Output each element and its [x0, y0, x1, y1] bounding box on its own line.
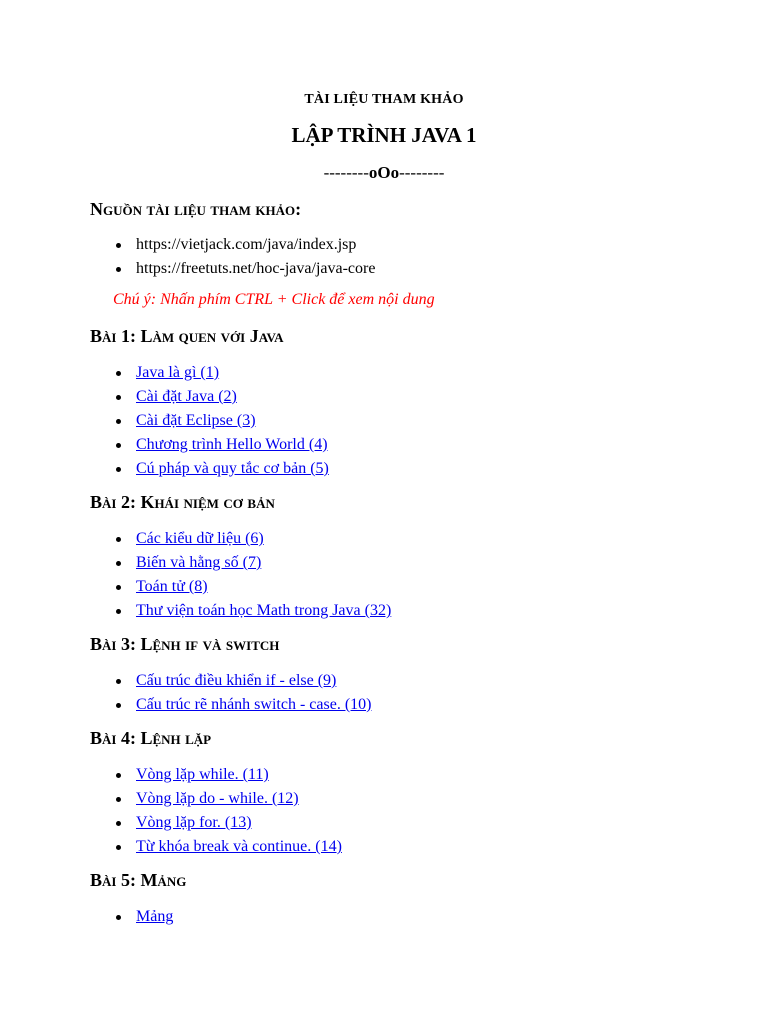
lesson-1-heading: Bài 1: Làm quen với Java [90, 326, 284, 346]
divider-ornament: oOo [368, 163, 400, 182]
lesson-link[interactable]: Vòng lặp while. (11) [136, 766, 269, 783]
lesson-link[interactable]: Biến và hằng số (7) [136, 554, 262, 571]
source-url: https://vietjack.com/java/index.jsp [136, 236, 357, 253]
lesson-link[interactable]: Cài đặt Java (2) [136, 388, 237, 405]
doc-title: LẬP TRÌNH JAVA 1 [291, 123, 477, 147]
lesson-link[interactable]: Vòng lặp for. (13) [136, 814, 252, 831]
list-item [90, 835, 342, 859]
lesson-link[interactable]: Cấu trúc điều khiển if - else (9) [136, 672, 337, 689]
doc-divider [0, 163, 768, 183]
list-item [90, 763, 342, 787]
lesson-4-heading: Bài 4: Lệnh lặp [90, 728, 212, 748]
lesson-link[interactable]: Chương trình Hello World (4) [136, 436, 328, 453]
list-item [90, 433, 329, 457]
doc-kicker: TÀI LIỆU THAM KHẢO [304, 92, 464, 107]
lesson-link[interactable]: Cú pháp và quy tắc cơ bản (5) [136, 460, 329, 477]
lesson-3-list [90, 669, 371, 717]
list-item [90, 787, 342, 811]
lesson-link[interactable]: Các kiểu dữ liệu (6) [136, 530, 264, 547]
source-url: https://freetuts.net/hoc-java/java-core [136, 260, 376, 277]
list-item [90, 905, 173, 929]
lesson-link[interactable]: Cài đặt Eclipse (3) [136, 412, 256, 429]
list-item [90, 385, 329, 409]
lesson-link[interactable]: Java là gì (1) [136, 364, 220, 381]
divider-left: -------- [323, 163, 369, 182]
list-item [90, 599, 391, 623]
sources-heading: Nguồn tài liệu tham khảo: [90, 199, 302, 219]
divider-right: -------- [399, 163, 445, 182]
list-item [90, 811, 342, 835]
list-item [90, 457, 329, 481]
list-item [90, 669, 371, 693]
list-item [90, 361, 329, 385]
lesson-link[interactable]: Mảng [136, 908, 174, 925]
list-item [90, 257, 375, 281]
lesson-2-list [90, 527, 391, 623]
list-item [90, 527, 391, 551]
list-item [90, 551, 391, 575]
ctrl-click-note: Chú ý: Nhấn phím CTRL + Click để xem nội dung [113, 291, 435, 308]
list-item [90, 409, 329, 433]
lesson-link[interactable]: Vòng lặp do - while. (12) [136, 790, 299, 807]
lesson-link[interactable]: Cấu trúc rẽ nhánh switch - case. (10) [136, 696, 372, 713]
lesson-link[interactable]: Toán tử (8) [136, 578, 208, 595]
list-item [90, 693, 371, 717]
lesson-1-list [90, 361, 329, 481]
list-item [90, 575, 391, 599]
lesson-5-heading: Bài 5: Mảng [90, 870, 187, 890]
lesson-2-heading: Bài 2: Khái niệm cơ bản [90, 492, 275, 512]
lesson-5-list [90, 905, 173, 929]
lesson-link[interactable]: Thư viện toán học Math trong Java (32) [136, 602, 392, 619]
list-item [90, 233, 375, 257]
lesson-4-list [90, 763, 342, 859]
lesson-3-heading: Bài 3: Lệnh if và switch [90, 634, 280, 654]
sources-list [90, 233, 375, 281]
lesson-link[interactable]: Từ khóa break và continue. (14) [136, 838, 342, 855]
